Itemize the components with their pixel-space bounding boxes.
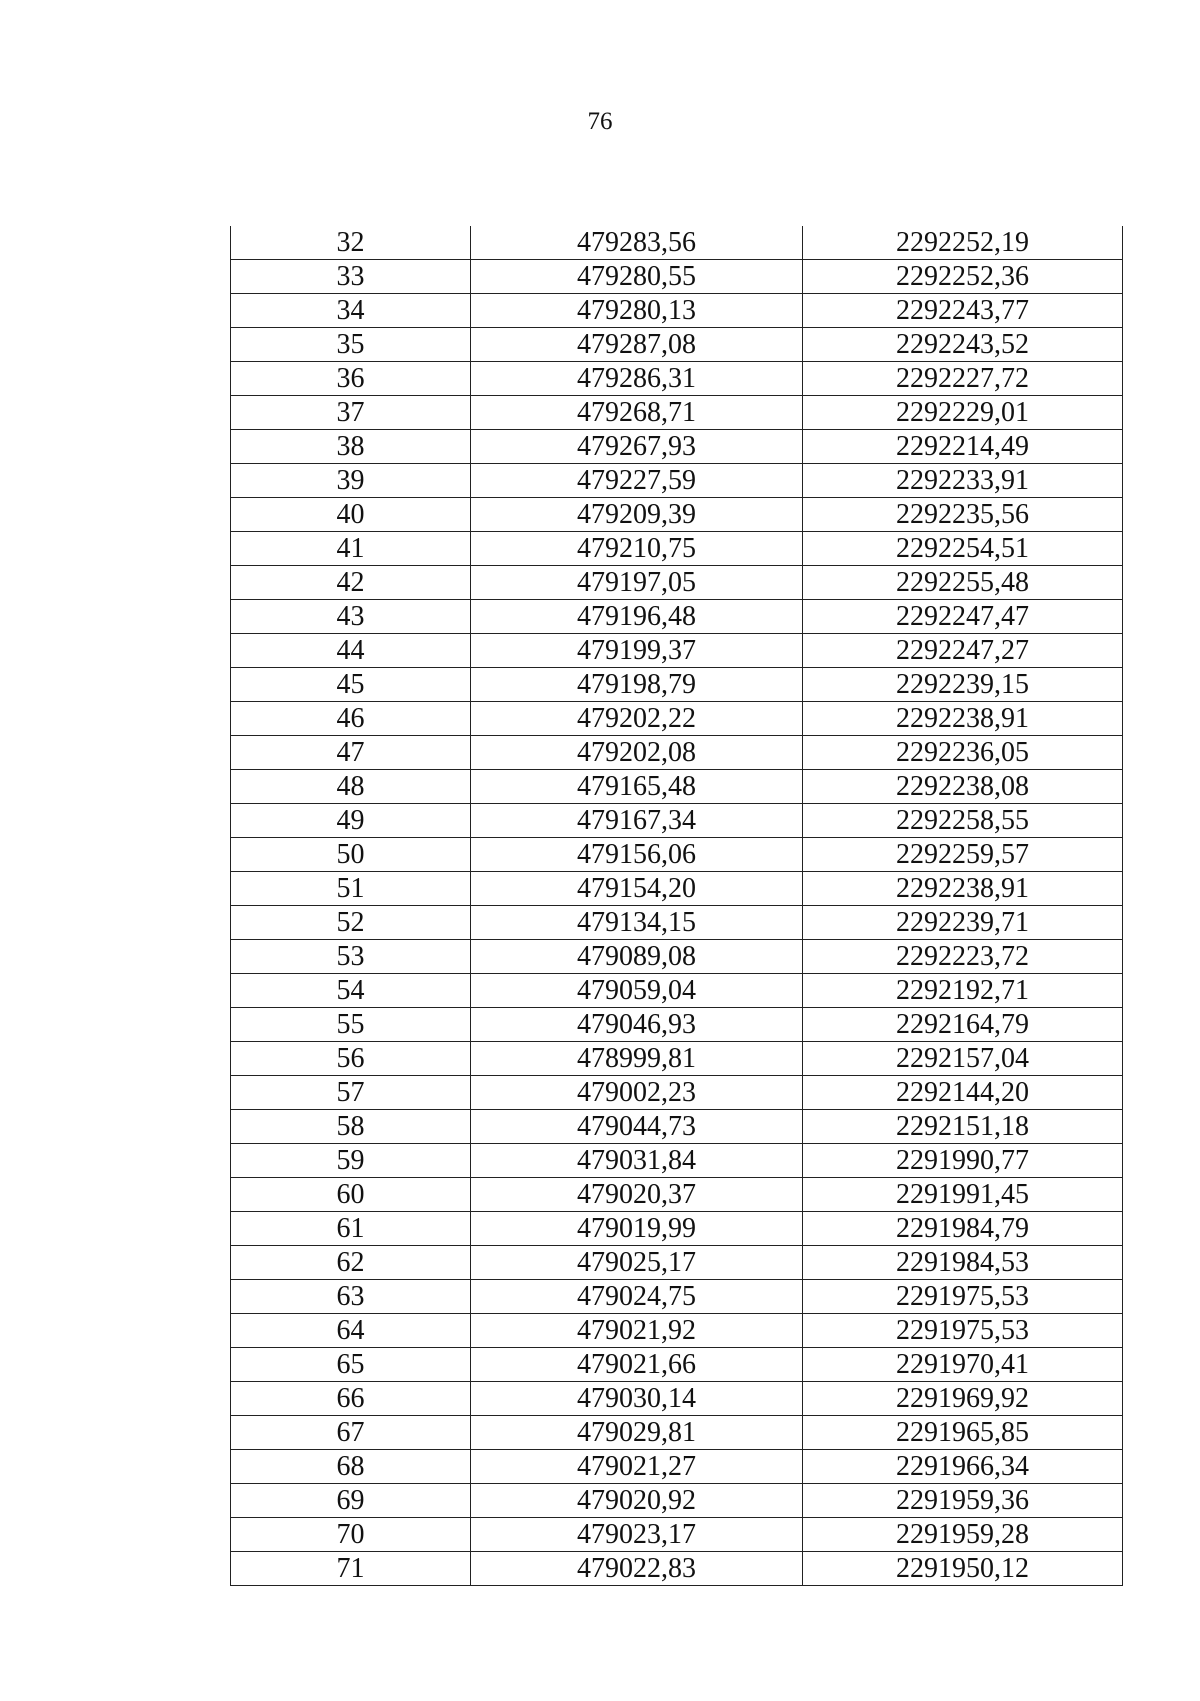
x-coordinate-cell: 479197,05	[471, 566, 803, 600]
y-coordinate-cell: 2291990,77	[803, 1144, 1123, 1178]
point-number-cell: 32	[231, 226, 471, 260]
point-number-cell: 51	[231, 872, 471, 906]
table-row	[231, 668, 1123, 702]
point-number-cell: 43	[231, 600, 471, 634]
y-coordinate-cell: 2292238,91	[803, 872, 1123, 906]
y-coordinate-cell: 2292238,91	[803, 702, 1123, 736]
x-coordinate-cell: 479156,06	[471, 838, 803, 872]
y-coordinate-cell: 2292223,72	[803, 940, 1123, 974]
point-number-cell: 66	[231, 1382, 471, 1416]
x-coordinate-cell: 479089,08	[471, 940, 803, 974]
y-coordinate-cell: 2291970,41	[803, 1348, 1123, 1382]
table-row	[231, 1552, 1123, 1586]
point-number-cell: 46	[231, 702, 471, 736]
point-number-cell: 59	[231, 1144, 471, 1178]
table-row	[231, 260, 1123, 294]
x-coordinate-cell: 479044,73	[471, 1110, 803, 1144]
page-number: 76	[587, 108, 613, 135]
point-number-cell: 68	[231, 1450, 471, 1484]
y-coordinate-cell: 2292259,57	[803, 838, 1123, 872]
y-coordinate-cell: 2292235,56	[803, 498, 1123, 532]
point-number-cell: 63	[231, 1280, 471, 1314]
y-coordinate-cell: 2291959,36	[803, 1484, 1123, 1518]
table-row	[231, 1212, 1123, 1246]
coordinates-table-body	[231, 226, 1123, 1586]
x-coordinate-cell: 479280,13	[471, 294, 803, 328]
table-row	[231, 362, 1123, 396]
table-row	[231, 464, 1123, 498]
x-coordinate-cell: 479002,23	[471, 1076, 803, 1110]
y-coordinate-cell: 2292144,20	[803, 1076, 1123, 1110]
table-row	[231, 396, 1123, 430]
table-row	[231, 1348, 1123, 1382]
table-row	[231, 838, 1123, 872]
point-number-cell: 57	[231, 1076, 471, 1110]
x-coordinate-cell: 479031,84	[471, 1144, 803, 1178]
table-row	[231, 1144, 1123, 1178]
y-coordinate-cell: 2292239,71	[803, 906, 1123, 940]
y-coordinate-cell: 2291984,53	[803, 1246, 1123, 1280]
table-row	[231, 600, 1123, 634]
x-coordinate-cell: 479046,93	[471, 1008, 803, 1042]
x-coordinate-cell: 479202,22	[471, 702, 803, 736]
table-row	[231, 226, 1123, 260]
y-coordinate-cell: 2292151,18	[803, 1110, 1123, 1144]
y-coordinate-cell: 2291959,28	[803, 1518, 1123, 1552]
point-number-cell: 71	[231, 1552, 471, 1586]
y-coordinate-cell: 2292214,49	[803, 430, 1123, 464]
point-number-cell: 49	[231, 804, 471, 838]
table-row	[231, 1110, 1123, 1144]
table-row	[231, 294, 1123, 328]
table-row	[231, 1008, 1123, 1042]
table-row	[231, 770, 1123, 804]
y-coordinate-cell: 2292258,55	[803, 804, 1123, 838]
table-row	[231, 940, 1123, 974]
x-coordinate-cell: 479283,56	[471, 226, 803, 260]
y-coordinate-cell: 2292252,36	[803, 260, 1123, 294]
y-coordinate-cell: 2292229,01	[803, 396, 1123, 430]
point-number-cell: 45	[231, 668, 471, 702]
point-number-cell: 54	[231, 974, 471, 1008]
point-number-cell: 53	[231, 940, 471, 974]
x-coordinate-cell: 479029,81	[471, 1416, 803, 1450]
y-coordinate-cell: 2292238,08	[803, 770, 1123, 804]
x-coordinate-cell: 479167,34	[471, 804, 803, 838]
point-number-cell: 69	[231, 1484, 471, 1518]
point-number-cell: 34	[231, 294, 471, 328]
x-coordinate-cell: 479196,48	[471, 600, 803, 634]
table-row	[231, 1450, 1123, 1484]
x-coordinate-cell: 479019,99	[471, 1212, 803, 1246]
y-coordinate-cell: 2292164,79	[803, 1008, 1123, 1042]
coordinates-table	[230, 226, 1123, 1586]
x-coordinate-cell: 479280,55	[471, 260, 803, 294]
y-coordinate-cell: 2292247,27	[803, 634, 1123, 668]
table-row	[231, 906, 1123, 940]
x-coordinate-cell: 479059,04	[471, 974, 803, 1008]
x-coordinate-cell: 479209,39	[471, 498, 803, 532]
x-coordinate-cell: 479210,75	[471, 532, 803, 566]
x-coordinate-cell: 479020,92	[471, 1484, 803, 1518]
point-number-cell: 64	[231, 1314, 471, 1348]
point-number-cell: 70	[231, 1518, 471, 1552]
x-coordinate-cell: 479021,66	[471, 1348, 803, 1382]
x-coordinate-cell: 479022,83	[471, 1552, 803, 1586]
table-row	[231, 634, 1123, 668]
point-number-cell: 39	[231, 464, 471, 498]
table-row	[231, 872, 1123, 906]
y-coordinate-cell: 2292254,51	[803, 532, 1123, 566]
x-coordinate-cell: 479020,37	[471, 1178, 803, 1212]
x-coordinate-cell: 479287,08	[471, 328, 803, 362]
x-coordinate-cell: 479154,20	[471, 872, 803, 906]
table-row	[231, 1042, 1123, 1076]
point-number-cell: 47	[231, 736, 471, 770]
table-row	[231, 1484, 1123, 1518]
x-coordinate-cell: 479165,48	[471, 770, 803, 804]
point-number-cell: 65	[231, 1348, 471, 1382]
x-coordinate-cell: 479025,17	[471, 1246, 803, 1280]
point-number-cell: 40	[231, 498, 471, 532]
y-coordinate-cell: 2292233,91	[803, 464, 1123, 498]
x-coordinate-cell: 478999,81	[471, 1042, 803, 1076]
x-coordinate-cell: 479134,15	[471, 906, 803, 940]
point-number-cell: 58	[231, 1110, 471, 1144]
y-coordinate-cell: 2291975,53	[803, 1314, 1123, 1348]
point-number-cell: 60	[231, 1178, 471, 1212]
point-number-cell: 38	[231, 430, 471, 464]
x-coordinate-cell: 479198,79	[471, 668, 803, 702]
x-coordinate-cell: 479021,92	[471, 1314, 803, 1348]
x-coordinate-cell: 479227,59	[471, 464, 803, 498]
point-number-cell: 62	[231, 1246, 471, 1280]
x-coordinate-cell: 479267,93	[471, 430, 803, 464]
y-coordinate-cell: 2292243,52	[803, 328, 1123, 362]
table-row	[231, 804, 1123, 838]
x-coordinate-cell: 479021,27	[471, 1450, 803, 1484]
x-coordinate-cell: 479286,31	[471, 362, 803, 396]
table-row	[231, 1314, 1123, 1348]
table-row	[231, 1246, 1123, 1280]
point-number-cell: 33	[231, 260, 471, 294]
point-number-cell: 44	[231, 634, 471, 668]
y-coordinate-cell: 2292239,15	[803, 668, 1123, 702]
table-row	[231, 1382, 1123, 1416]
y-coordinate-cell: 2292192,71	[803, 974, 1123, 1008]
table-row	[231, 328, 1123, 362]
point-number-cell: 36	[231, 362, 471, 396]
y-coordinate-cell: 2292157,04	[803, 1042, 1123, 1076]
y-coordinate-cell: 2291965,85	[803, 1416, 1123, 1450]
table-row	[231, 1416, 1123, 1450]
y-coordinate-cell: 2292227,72	[803, 362, 1123, 396]
y-coordinate-cell: 2291975,53	[803, 1280, 1123, 1314]
point-number-cell: 48	[231, 770, 471, 804]
point-number-cell: 52	[231, 906, 471, 940]
table-row	[231, 430, 1123, 464]
y-coordinate-cell: 2291991,45	[803, 1178, 1123, 1212]
point-number-cell: 42	[231, 566, 471, 600]
point-number-cell: 67	[231, 1416, 471, 1450]
table-row	[231, 736, 1123, 770]
table-row	[231, 566, 1123, 600]
y-coordinate-cell: 2292236,05	[803, 736, 1123, 770]
point-number-cell: 55	[231, 1008, 471, 1042]
y-coordinate-cell: 2291969,92	[803, 1382, 1123, 1416]
table-row	[231, 1076, 1123, 1110]
y-coordinate-cell: 2292255,48	[803, 566, 1123, 600]
y-coordinate-cell: 2292252,19	[803, 226, 1123, 260]
y-coordinate-cell: 2291984,79	[803, 1212, 1123, 1246]
point-number-cell: 61	[231, 1212, 471, 1246]
table-row	[231, 1518, 1123, 1552]
x-coordinate-cell: 479199,37	[471, 634, 803, 668]
table-row	[231, 974, 1123, 1008]
x-coordinate-cell: 479202,08	[471, 736, 803, 770]
table-row	[231, 1280, 1123, 1314]
point-number-cell: 37	[231, 396, 471, 430]
table-row	[231, 498, 1123, 532]
y-coordinate-cell: 2291950,12	[803, 1552, 1123, 1586]
table-row	[231, 532, 1123, 566]
table-row	[231, 1178, 1123, 1212]
x-coordinate-cell: 479030,14	[471, 1382, 803, 1416]
point-number-cell: 35	[231, 328, 471, 362]
point-number-cell: 41	[231, 532, 471, 566]
x-coordinate-cell: 479023,17	[471, 1518, 803, 1552]
x-coordinate-cell: 479268,71	[471, 396, 803, 430]
x-coordinate-cell: 479024,75	[471, 1280, 803, 1314]
y-coordinate-cell: 2292243,77	[803, 294, 1123, 328]
point-number-cell: 56	[231, 1042, 471, 1076]
y-coordinate-cell: 2292247,47	[803, 600, 1123, 634]
table-row	[231, 702, 1123, 736]
point-number-cell: 50	[231, 838, 471, 872]
y-coordinate-cell: 2291966,34	[803, 1450, 1123, 1484]
